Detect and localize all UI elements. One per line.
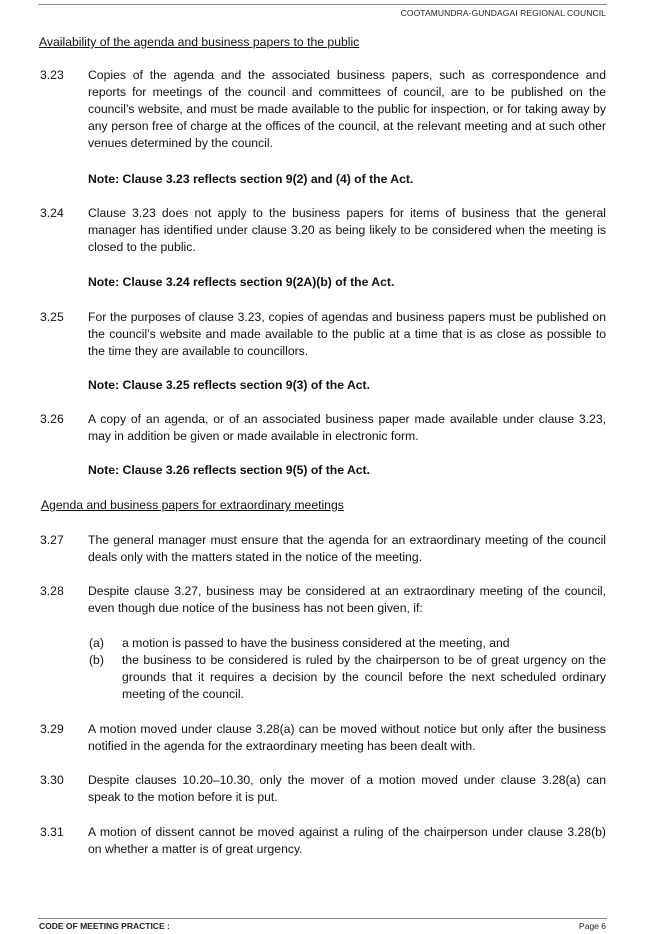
clause-number: 3.28	[40, 584, 64, 598]
header-rule	[38, 4, 607, 5]
clause-text: Despite clause 3.27, business may be considered at an extraordinary meeting of the council, even though due notice of the business has not been given, if:	[88, 584, 606, 615]
clause-note: Note: Clause 3.26 reflects section 9(5) of the Act.	[88, 463, 370, 477]
footer-page-number: Page 6	[579, 921, 606, 931]
clause-note: Note: Clause 3.24 reflects section 9(2A)(b) of the Act.	[88, 275, 395, 289]
clause-number: 3.30	[40, 773, 64, 787]
clause-number: 3.25	[40, 310, 64, 324]
clause-number: 3.27	[40, 533, 64, 547]
clause-number: 3.29	[40, 722, 64, 736]
clause-text: A motion of dissent cannot be moved against a ruling of the chairperson under clause 3.28(b) on whether a matter is of great urgency.	[88, 825, 606, 856]
clause-number: 3.24	[40, 206, 64, 220]
section-heading-availability: Availability of the agenda and business papers to the public	[39, 35, 360, 49]
section-heading-extraordinary: Agenda and business papers for extraordinary meetings	[41, 498, 344, 512]
clause-number: 3.31	[40, 825, 64, 839]
clause-note: Note: Clause 3.25 reflects section 9(3) of the Act.	[88, 378, 370, 392]
footer-document-title: CODE OF MEETING PRACTICE :	[39, 921, 170, 931]
clause-text: Copies of the agenda and the associated business papers, such as correspondence and reports for meetings of the council and committees of council, are to be published on the council’s website, and must be made available to the public for inspection, or for taking away by any person free of charge at the offices of the council, at the relevant meeting and at such other venues determined by the council.	[88, 68, 606, 150]
footer-rule	[38, 918, 607, 919]
header-organisation: COOTAMUNDRA-GUNDAGAI REGIONAL COUNCIL	[400, 8, 606, 18]
clause-text: For the purposes of clause 3.23, copies of agendas and business papers must be published on the council’s website and made available to the public at a time that is as close as possible to the time they are available to councillors.	[88, 310, 606, 358]
clause-text: A motion moved under clause 3.28(a) can be moved without notice but only after the business notified in the agenda for the extraordinary meeting has been dealt with.	[88, 722, 606, 753]
clause-text: Clause 3.23 does not apply to the business papers for items of business that the general manager has identified under clause 3.20 as being likely to be considered when the meeting is closed to the public.	[88, 206, 606, 254]
subitem-text: the business to be considered is ruled by the chairperson to be of great urgency on the grounds that it requires a decision by the council before the next scheduled ordinary meeting of the council.	[122, 653, 606, 701]
subitem-label: (a)	[89, 636, 104, 650]
clause-number: 3.26	[40, 412, 64, 426]
clause-text: Despite clauses 10.20–10.30, only the mover of a motion moved under clause 3.28(a) can speak to the motion before it is put.	[88, 773, 606, 804]
clause-text: The general manager must ensure that the agenda for an extraordinary meeting of the council deals only with the matters stated in the notice of the meeting.	[88, 533, 606, 564]
clause-note: Note: Clause 3.23 reflects section 9(2) and (4) of the Act.	[88, 172, 414, 186]
clause-number: 3.23	[40, 68, 64, 82]
subitem-label: (b)	[89, 653, 104, 667]
clause-text: A copy of an agenda, or of an associated business paper made available under clause 3.23, may in addition be given or made available in electronic form.	[88, 412, 606, 443]
subitem-text: a motion is passed to have the business considered at the meeting, and	[122, 636, 510, 650]
